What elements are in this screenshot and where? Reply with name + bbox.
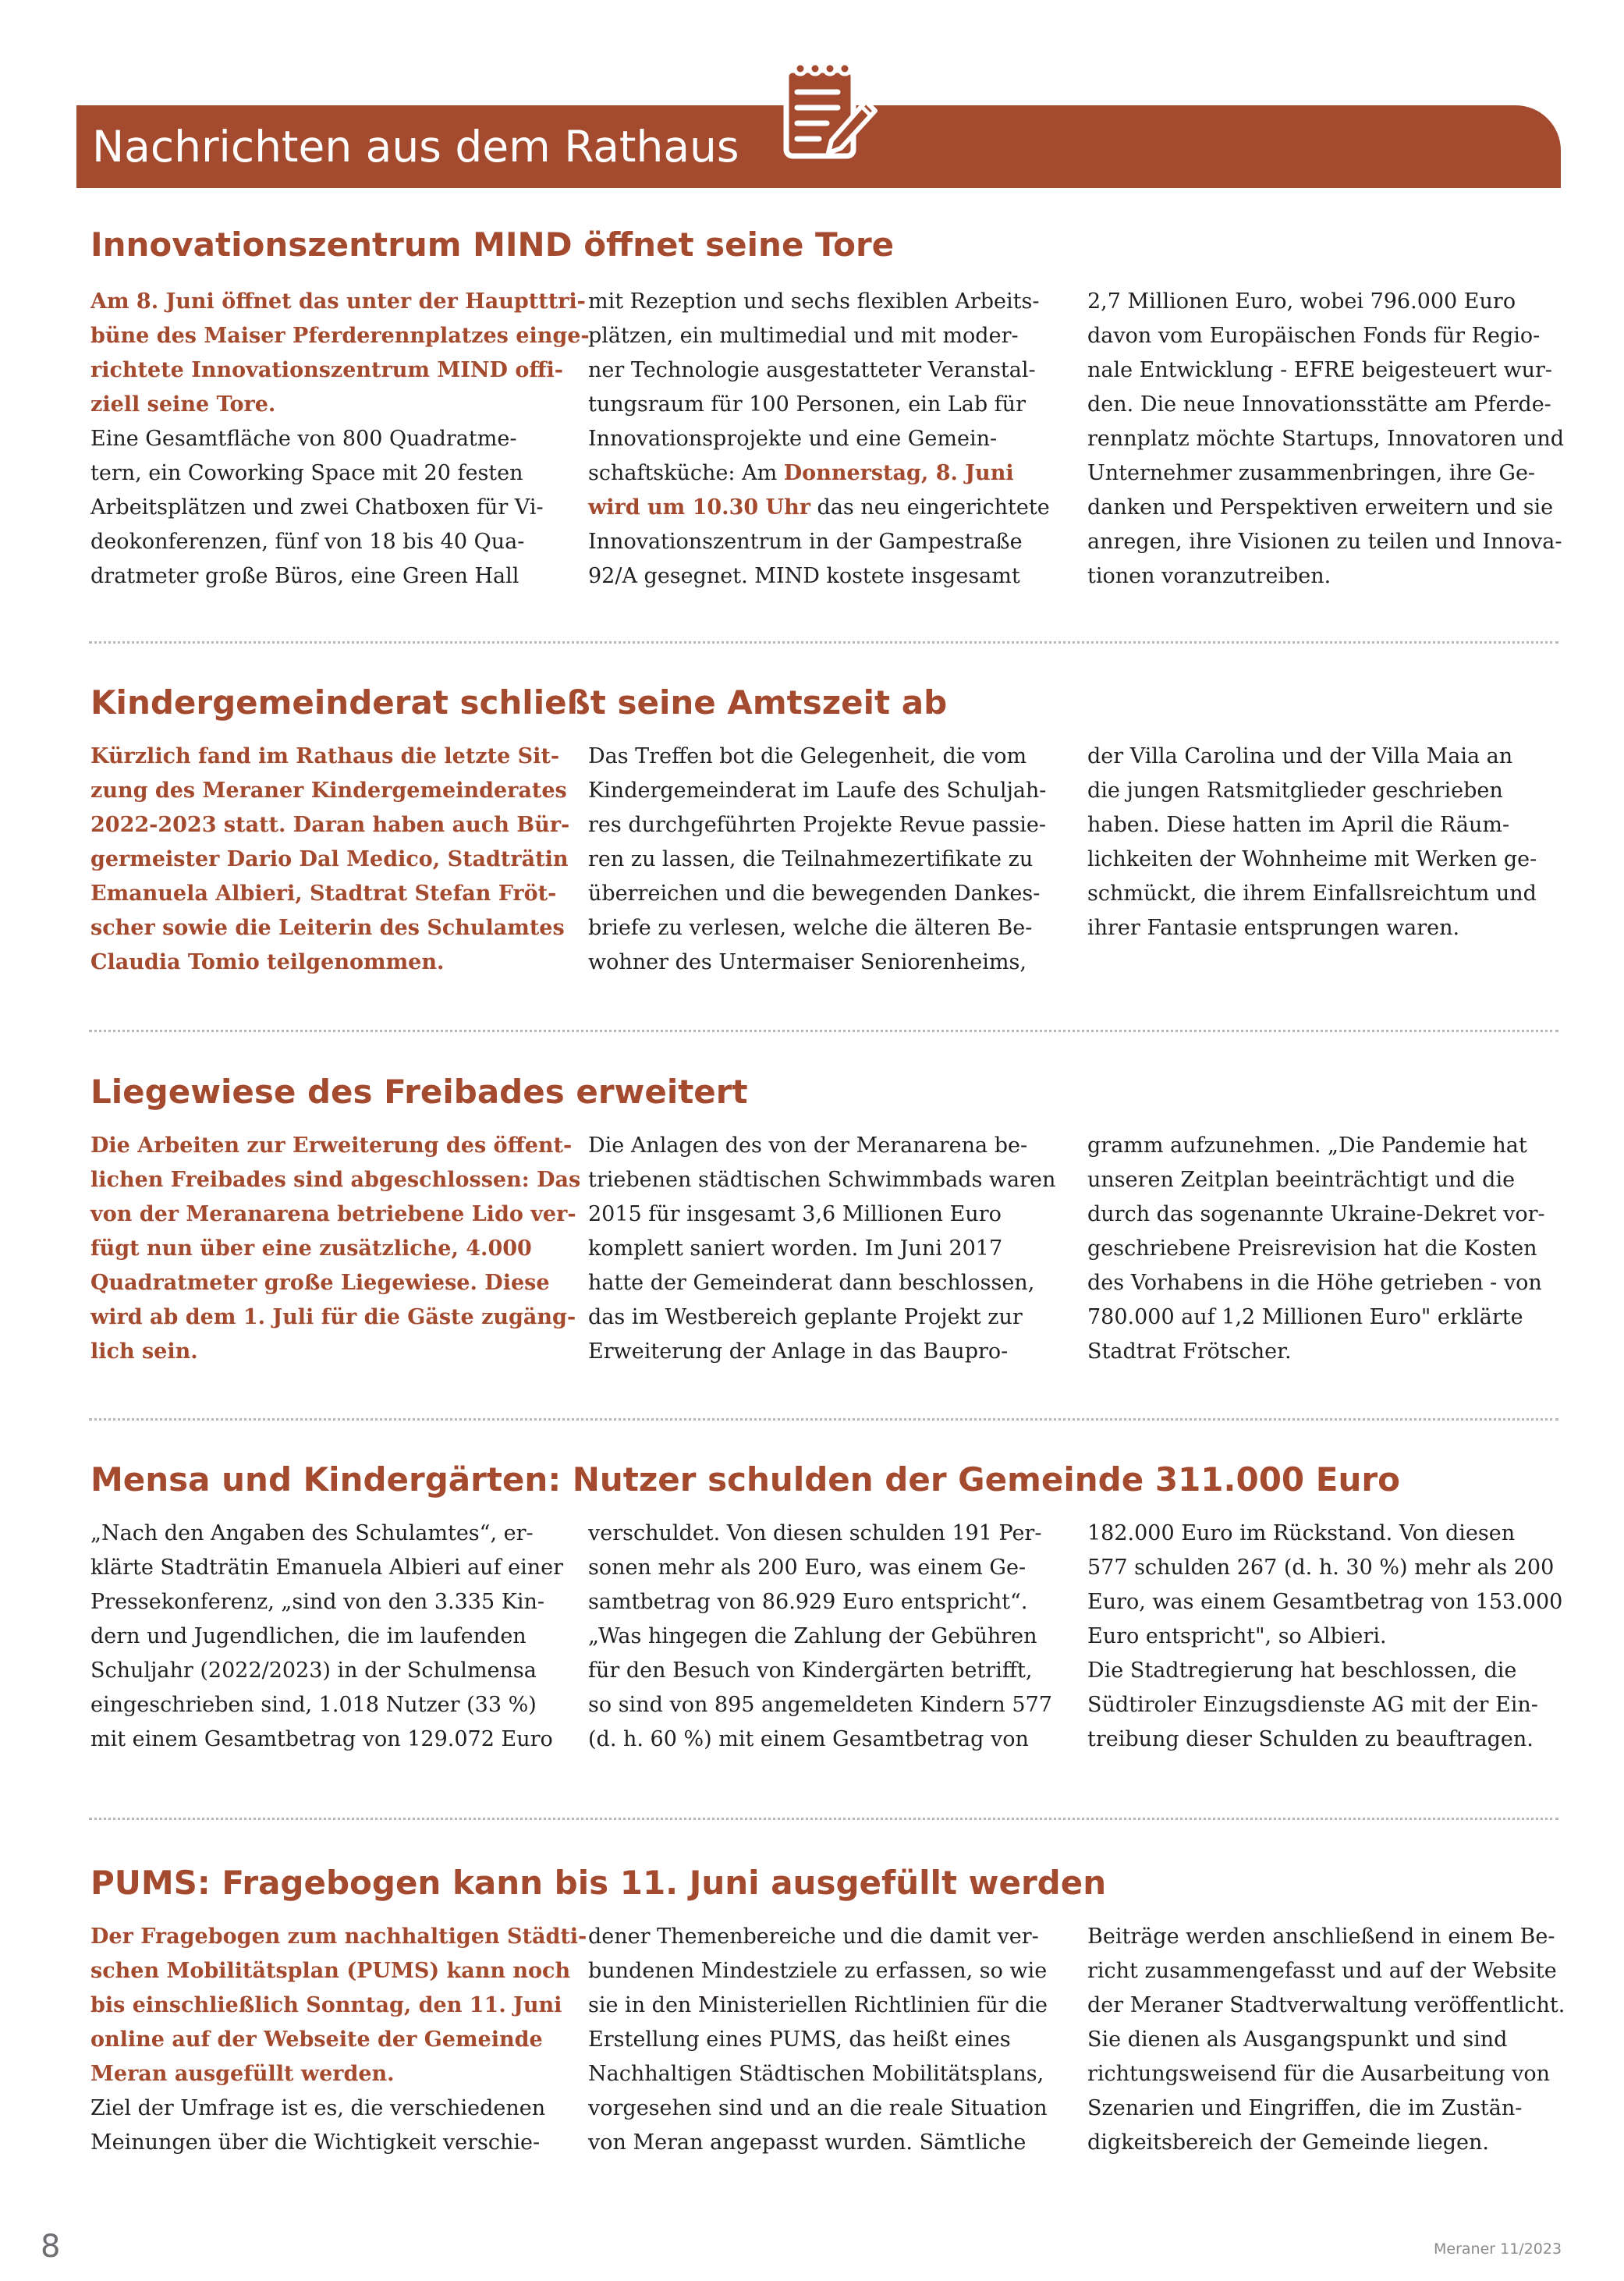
section-divider — [89, 1030, 1558, 1032]
section-divider — [89, 641, 1558, 644]
article-body: Eine Gesamtfläche von 800 Quadratme- tern, ein Coworking Space mit 20 festen Arbeitsplätzen und zwei Chatboxen für Vi- deokonferenzen, fünf von 18 bis 40 Qua- dratmeter große Büros, eine Green Hall — [90, 427, 544, 588]
article-column-3: Beiträge werden anschließend in einem Be- richt zusammengefasst und auf der Website der Meraner Stadtverwaltung veröffentlicht. Sie dienen als Ausgangspunkt und sind richtungsweisend für die Ausarbeitung von Szenarien und Eingriffen, die im Zustän- digkeitsbereich der Gemeinde liegen. — [1087, 1924, 1565, 2155]
article-kindergemeinderat — [90, 680, 1557, 974]
article-lead: Am 8. Juni öffnet das unter der Hauptttri- büne des Maiser Pferderennplatzes einge- richtete Innovationszentrum MIND offi- ziell seine Tore. — [90, 289, 590, 417]
article-column-2: verschuldet. Von diesen schulden 191 Per- sonen mehr als 200 Euro, was einem Ge- samtbetrag von 86.929 Euro entspricht“. „Was hingegen die Zahlung der Gebühren für den Besuch von Kindergärten betrifft, so sind von 895 angemeldeten Kindern 577 (d. h. 60 %) mit einem Gesamtbetrag von — [588, 1521, 1052, 1751]
article-liegewiese — [90, 1070, 1557, 1364]
event-date-highlight: Donnerstag, 8. Juni wird um 10.30 Uhr — [588, 461, 1014, 520]
article-title: Innovationszentrum MIND öffnet seine Tore — [90, 225, 895, 264]
article-title: Mensa und Kindergärten: Nutzer schulden der Gemeinde 311.000 Euro — [90, 1460, 1400, 1499]
article-column-2: Die Anlagen des von der Meranarena be- triebenen städtischen Schwimmbads waren 2015 für insgesamt 3,6 Millionen Euro komplett saniert worden. Im Juni 2017 hatte der Gemeinderat dann beschlossen, das im Westbereich geplante Projekt zur Erweiterung der Anlage in das Baupro- — [588, 1133, 1056, 1364]
article-column-3: der Villa Carolina und der Villa Maia an die jungen Ratsmitglieder geschrieben haben. Diese hatten im April die Räum- lichkeiten der Wohnheime mit Werken ge- schmückt, die ihrem Einfallsreichtum und ihrer Fantasie entsprungen waren. — [1087, 744, 1537, 940]
section-divider — [89, 1418, 1558, 1421]
page-number: 8 — [41, 2229, 61, 2265]
article-innovationszentrum — [90, 222, 1565, 588]
article-column-1 — [90, 740, 570, 980]
article-column-3: 2,7 Millionen Euro, wobei 796.000 Euro davon vom Europäischen Fonds für Regio- nale Entwicklung - EFRE beigesteuert wur- den. Die neue Innovationsstätte am Pferde- rennplatz möchte Startups, Innovatoren und Unternehmer zusammenbringen, ihre Ge- danken und Perspektiven erweitern und sie anregen, ihre Visionen zu teilen und Innova- tionen voranzutreiben. — [1087, 289, 1565, 588]
article-pums — [90, 1861, 1565, 2155]
article-column-1 — [90, 1920, 587, 2160]
article-column-2: Das Treffen bot die Gelegenheit, die vom Kindergemeinderat im Laufe des Schuljah- res durchgeführten Projekte Revue passie- ren zu lassen, die Teilnahmezertifikate zu überreichen und die bewegenden Dankes- briefe zu verlesen, welche die älteren Be- wohner des Untermaiser Seniorenheims, — [588, 744, 1047, 974]
article-column-2: dener Themenbereiche und die damit ver- bundenen Mindestziele zu erfassen, so wie sie in den Ministeriellen Richtlinien für die Erstellung eines PUMS, das heißt eines Nachhaltigen Städtischen Mobilitätsplans, vorgesehen sind und an die reale Situation von Meran angepasst wurden. Sämtliche — [588, 1924, 1048, 2155]
article-title: Liegewiese des Freibades erweitert — [90, 1073, 748, 1111]
page-title: Nachrichten aus dem Rathaus — [92, 122, 739, 172]
article-column-1 — [90, 1129, 581, 1369]
article-text: mit Rezeption und sechs flexiblen Arbeits- plätzen, ein multimedial und mit moder- ner Technologie ausgestatteter Veranstal- tungsraum für 100 Personen, ein Lab für Innovationsprojekte und eine Gemein- schaftsküche: Am — [588, 289, 1040, 485]
article-title: Kindergemeinderat schließt seine Amtszeit ab — [90, 683, 948, 722]
issue-label: Meraner 11/2023 — [1434, 2240, 1562, 2258]
article-column-2 — [588, 285, 1050, 594]
article-lead: Die Arbeiten zur Erweiterung des öffent- lichen Freibades sind abgeschlossen: Das von der Meranarena betriebene Lido ver- fügt nun über eine zusätzliche, 4.000 Quadratmeter große Liegewiese. Diese wird ab dem 1. Juli für die Gäste zugäng- lich sein. — [90, 1133, 581, 1364]
article-text: das neu eingerichtete Innovationszentrum in der Gampestraße 92/A gesegnet. MIND kostete insgesamt — [588, 495, 1050, 588]
article-column-3: gramm aufzunehmen. „Die Pandemie hat unseren Zeitplan beeinträchtigt und die durch das sogenannte Ukraine-Dekret vor- geschriebene Preisrevision hat die Kosten des Vorhabens in die Höhe getrieben - von 780.000 auf 1,2 Millionen Euro" erklärte Stadtrat Frötscher. — [1087, 1133, 1545, 1364]
article-lead: Der Fragebogen zum nachhaltigen Städti- schen Mobilitätsplan (PUMS) kann noch bis einschließlich Sonntag, den 11. Juni online auf der Webseite der Gemeinde Meran ausgefüllt werden. — [90, 1924, 587, 2086]
section-divider — [89, 1818, 1558, 1820]
article-lead: Kürzlich fand im Rathaus die letzte Sit- zung des Meraner Kindergemeinderates 2022-2023 statt. Daran haben auch Bür- germeister Dario Dal Medico, Stadträtin Emanuela Albieri, Stadtrat Stefan Fröt- scher sowie die Leiterin des Schulamtes Claudia Tomio teilgenommen. — [90, 744, 570, 974]
notepad-pencil-icon — [772, 53, 889, 186]
article-body: Ziel der Umfrage ist es, die verschiedenen Meinungen über die Wichtigkeit verschie- — [90, 2096, 546, 2155]
article-column-1: „Nach den Angaben des Schulamtes“, er- klärte Stadträtin Emanuela Albieri auf einer Pressekonferenz, „sind von den 3.335 Kin- dern und Jugendlichen, die im laufenden Schuljahr (2022/2023) in der Schulmensa eingeschrieben sind, 1.018 Nutzer (33 %) mit einem Gesamtbetrag von 129.072 Euro — [90, 1521, 564, 1751]
article-mensa — [90, 1457, 1563, 1751]
article-column-1 — [90, 285, 590, 594]
article-title: PUMS: Fragebogen kann bis 11. Juni ausgefüllt werden — [90, 1864, 1107, 1902]
article-column-3: 182.000 Euro im Rückstand. Von diesen 577 schulden 267 (d. h. 30 %) mehr als 200 Euro, was einem Gesamtbetrag von 153.000 Euro entspricht", so Albieri. Die Stadtregierung hat beschlossen, die Südtiroler Einzugsdienste AG mit der Ein- treibung dieser Schulden zu beauftragen. — [1087, 1521, 1563, 1751]
